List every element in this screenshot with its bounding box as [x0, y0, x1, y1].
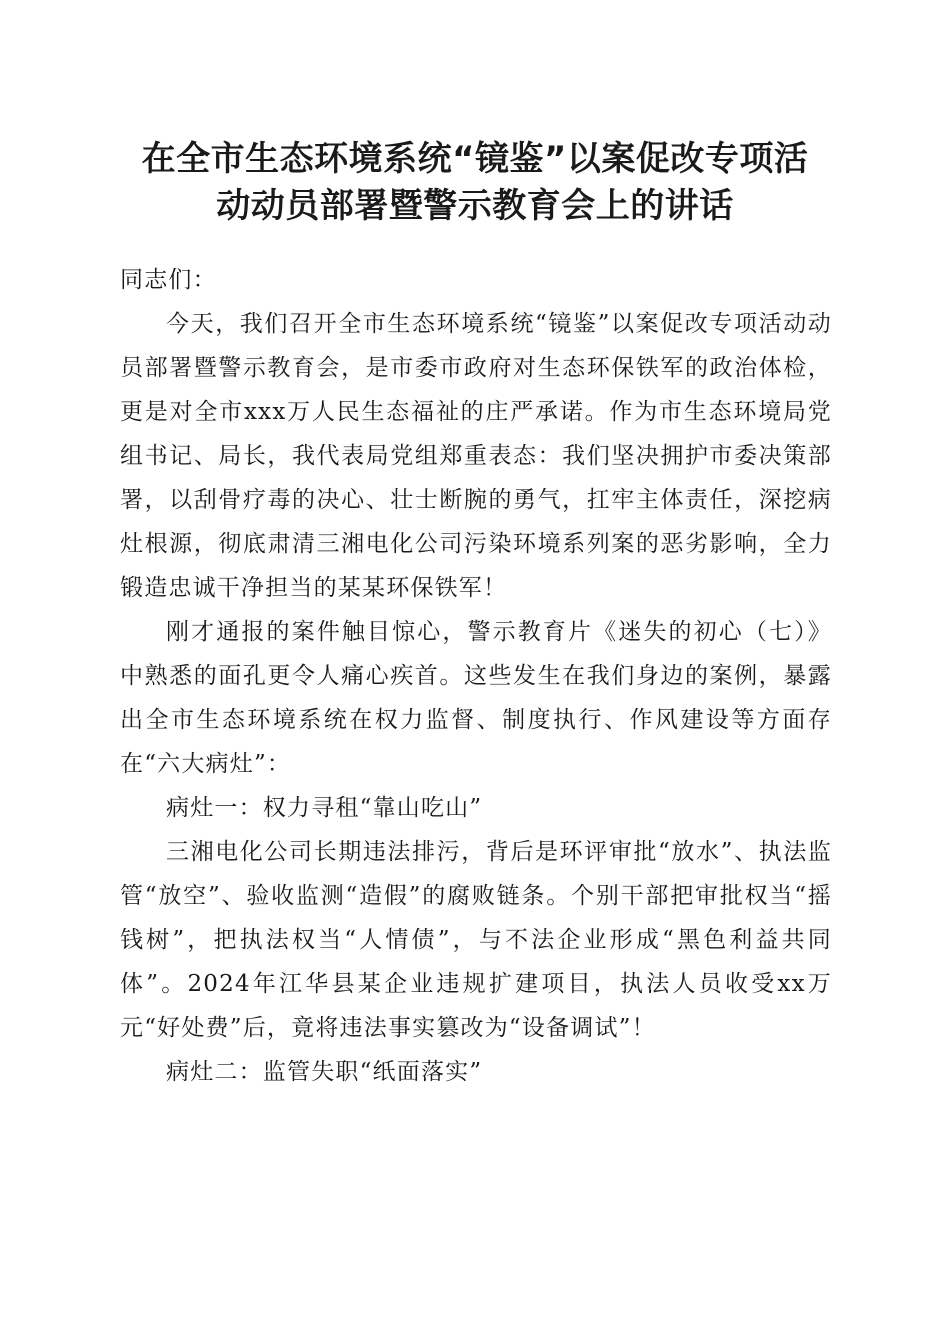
- document-body: [120, 252, 832, 1094]
- paragraph-cases: 刚才通报的案件触目惊心，警示教育片《迷失的初心（七）》中熟悉的面孔更令人痛心疾首。这些发生在我们身边的案例，暴露出全市生态环境系统在权力监督、制度执行、作风建设等方面存在“六大病灶”：: [120, 619, 832, 777]
- paragraph-section-1: 三湘电化公司长期违法排污，背后是环评审批“放水”、执法监管“放空”、验收监测“造假”的腐败链条。个别干部把审批权当“摇钱树”，把执法权当“人情债”，与不法企业形成“黑色利益共同体”。2024年江华县某企业违规扩建项目，执法人员收受xx万元“好处费”后，竟将违法事实篡改为“设备调试”！: [120, 839, 832, 1041]
- section-heading-1: 病灶一：权力寻租“靠山吃山”: [166, 795, 483, 821]
- salutation: 同志们：: [120, 267, 217, 293]
- document-title: [100, 136, 850, 230]
- paragraph-intro: 今天，我们召开全市生态环境系统“镜鉴”以案促改专项活动动员部署暨警示教育会，是市委市政府对生态环保铁军的政治体检，更是对全市xxx万人民生态福祉的庄严承诺。作为市生态环境局党组书记、局长，我代表局党组郑重表态：我们坚决拥护市委决策部署，以刮骨疗毒的决心、壮士断腕的勇气，扛牢主体责任，深挖病灶根源，彻底肃清三湘电化公司污染环境系列案的恶劣影响，全力锻造忠诚干净担当的某某环保铁军！: [120, 311, 832, 601]
- title-line-1: 在全市生态环境系统“镜鉴”以案促改专项活: [141, 139, 809, 179]
- section-heading-2: 病灶二：监管失职“纸面落实”: [166, 1059, 483, 1085]
- title-line-2: 动动员部署暨警示教育会上的讲话: [216, 186, 734, 226]
